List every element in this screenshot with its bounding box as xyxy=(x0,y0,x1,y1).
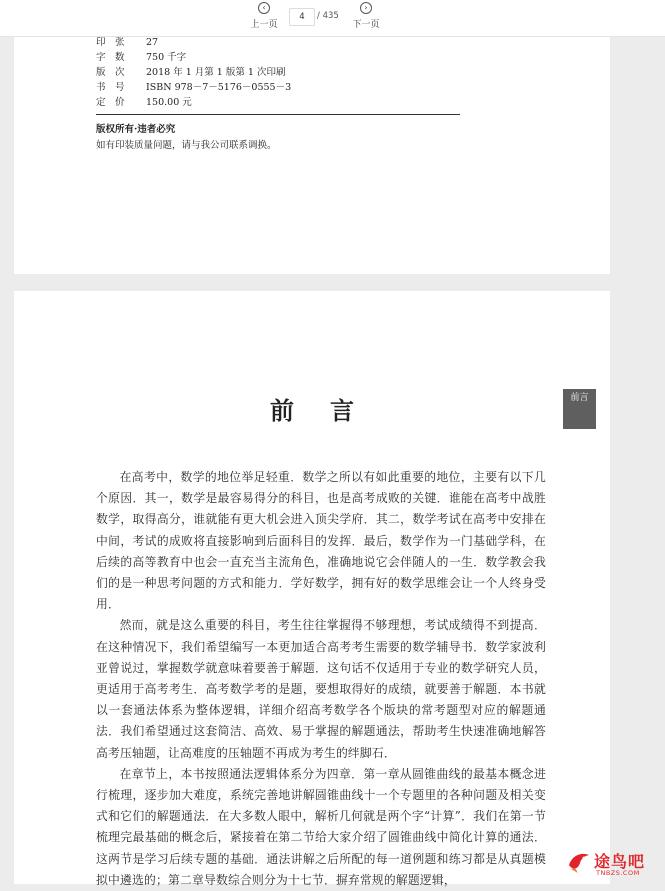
page-title: 前言 xyxy=(270,396,390,425)
quality-notice: 如有印装质量问题，请与我公司联系调换。 xyxy=(96,140,277,151)
divider xyxy=(96,114,460,115)
watermark-url: TNBZS.COM xyxy=(596,869,640,877)
preface-page xyxy=(14,291,610,887)
colophon-value: ISBN 978－7－5176－0555－3 xyxy=(146,82,292,93)
paragraph: 在高考中，数学的地位举足轻重．数学之所以有如此重要的地位，主要有以下几个原因．其一，数学是最容易得分的科目，也是高考成败的关键．谁能在高考中战胜数学，取得高分，谁就能有更大机会进入顶尖学府．其二，数学考试在高考中安排在中间，考试的成败将直接影响到后面科目的发挥．最后，数学作为一门基础学科，在后续的高等教育中也会一直充当主流角色，准确地说它会伴随人的一生．数学教会我们的是一种思考问题的方式和能力．学好数学，拥有好的数学思维会让一个人终身受用． xyxy=(96,470,546,612)
colophon-row xyxy=(96,82,291,94)
prev-page-label: 上一页 xyxy=(250,20,278,30)
paragraph: 在章节上，本书按照通法逻辑体系分为四章．第一章从圆锥曲线的最基本概念进行梳理，逐步加大难度，系统完善地讲解圆锥曲线十一个专题里的各种问题及相关变式和它们的解题通法．在大多数人眼中，解析几何就是两个字“计算”．我们在第一节梳理完最基础的概念后，紧接着在第二节给大家介绍了圆锥曲线中简化计算的通法．这两节是学习后续专题的基础．通法讲解之后所配的每一道例题和练习都是从真题模拟中遴选的；第二章导数综合则分为十七节．摒弃常规的解题逻辑， xyxy=(96,766,546,887)
prev-page-button[interactable] xyxy=(244,2,284,30)
colophon-label: 书 号 xyxy=(96,82,125,93)
copyright-notice: 版权所有·违者必究 xyxy=(96,124,176,135)
colophon-value: 27 xyxy=(146,37,159,48)
page-total: / 435 xyxy=(317,11,339,21)
chevron-down-icon: › xyxy=(360,2,372,14)
colophon-value: 750 千字 xyxy=(146,52,187,63)
section-side-tab: 前言 xyxy=(563,389,596,429)
colophon-row xyxy=(96,52,186,64)
next-page-button[interactable] xyxy=(346,2,386,30)
watermark-name: 途鸟吧 xyxy=(594,852,646,871)
colophon-page xyxy=(14,36,610,274)
page-navigator xyxy=(0,0,665,37)
next-page-label: 下一页 xyxy=(352,20,380,30)
page-number-input[interactable]: 4 xyxy=(289,8,315,26)
watermark-logo xyxy=(566,847,662,881)
colophon-row xyxy=(96,37,158,49)
colophon-row xyxy=(96,67,285,79)
colophon-label: 印 张 xyxy=(96,37,125,48)
colophon-row xyxy=(96,97,192,109)
chevron-up-icon: ‹ xyxy=(258,2,270,14)
paragraph: 然而，就是这么重要的科目，考生往往掌握得不够理想，考试成绩得不到提高．在这种情况下，我们希望编写一本更加适合高考考生需要的数学辅导书．数学家波利亚曾说过，掌握数学就意味着要善于解题．这句话不仅适用于专业的数学研究人员，更适用于高考考生．高考数学考的是题，要想取得好的成绩，就要善于解题．本书就以一套通法体系为整体逻辑，详细介绍高考数学各个版块的常考题型对应的解题通法．我们希望通过这套简洁、高效、易于掌握的解题通法，帮助考生快速准确地解答高考压轴题，让高难度的压轴题不再成为考生的绊脚石． xyxy=(96,618,546,760)
colophon-label: 版 次 xyxy=(96,67,125,78)
colophon-value: 2018 年 1 月第 1 版第 1 次印刷 xyxy=(146,67,286,78)
colophon-value: 150.00 元 xyxy=(146,97,192,108)
bird-logo-icon xyxy=(566,849,592,875)
colophon-label: 字 数 xyxy=(96,52,125,63)
preface-body xyxy=(96,467,546,891)
colophon-label: 定 价 xyxy=(96,97,125,108)
